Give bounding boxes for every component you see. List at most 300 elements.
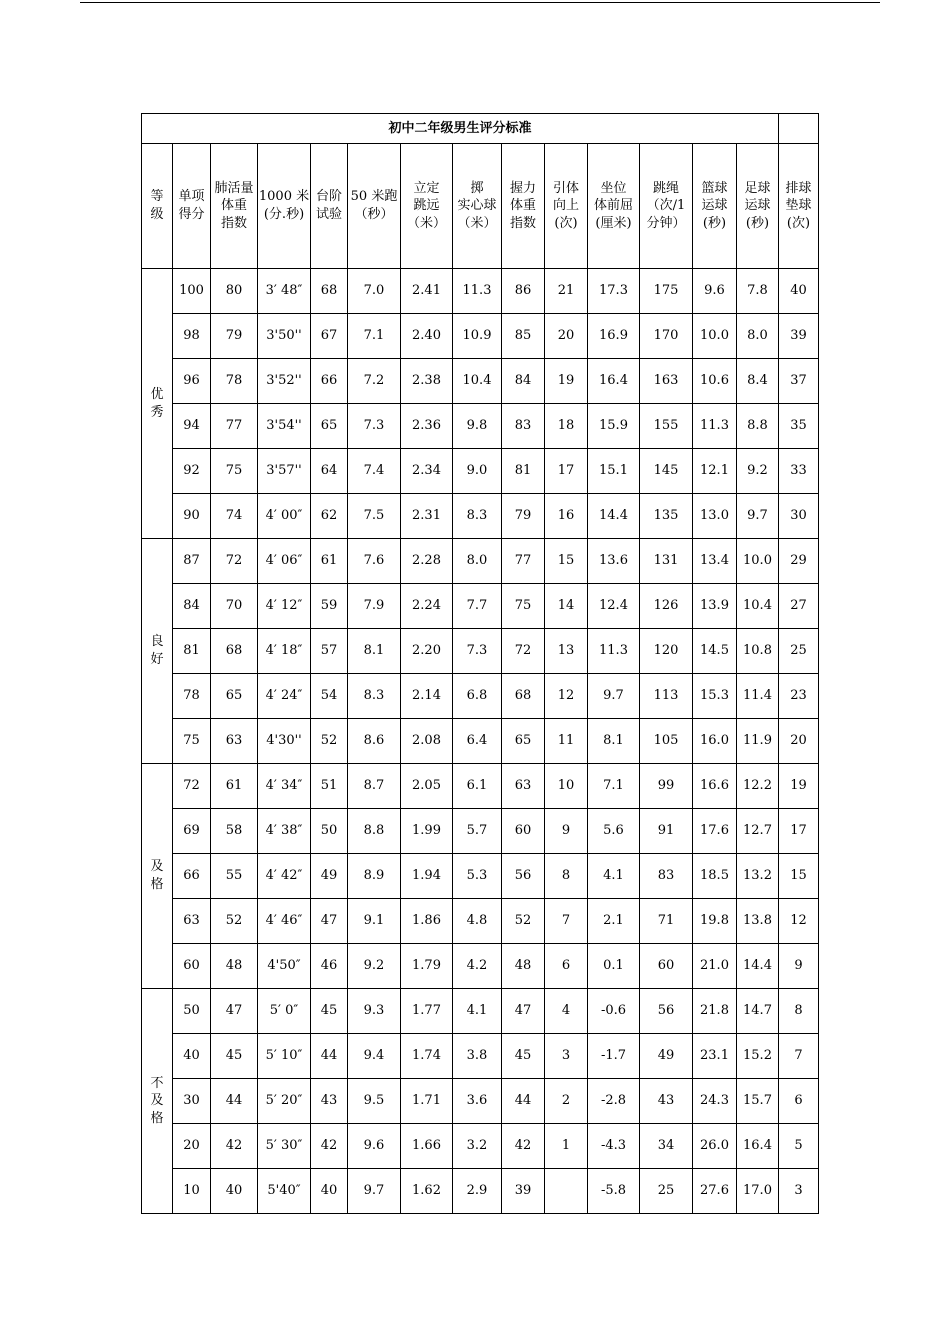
table-cell: 10 xyxy=(545,764,588,809)
table-cell: 5′ 30″ xyxy=(258,1124,311,1169)
table-cell: 5′ 10″ xyxy=(258,1034,311,1079)
table-cell: 91 xyxy=(640,809,693,854)
table-cell: 50 xyxy=(311,809,348,854)
table-cell: 52 xyxy=(311,719,348,764)
column-header-line: 运球 xyxy=(701,198,728,214)
table-cell: 21 xyxy=(545,269,588,314)
column-header-line: 跳绳 xyxy=(652,180,679,196)
table-cell: -4.3 xyxy=(588,1124,640,1169)
table-cell: 1.74 xyxy=(401,1034,453,1079)
column-header-5 xyxy=(348,144,401,269)
table-cell: 5 xyxy=(779,1124,819,1169)
table-cell: 7.2 xyxy=(348,359,401,404)
table-cell: 10.8 xyxy=(737,629,779,674)
table-cell: 4'50″ xyxy=(258,944,311,989)
table-cell: 11.9 xyxy=(737,719,779,764)
table-cell: 64 xyxy=(311,449,348,494)
table-cell: 61 xyxy=(211,764,258,809)
table-cell: 126 xyxy=(640,584,693,629)
table-row xyxy=(142,449,819,494)
table-cell: 23 xyxy=(779,674,819,719)
table-cell: 75 xyxy=(173,719,211,764)
table-cell: 3'52'' xyxy=(258,359,311,404)
table-cell: 47 xyxy=(311,899,348,944)
column-header-line: 体重 xyxy=(509,198,536,214)
table-cell: 14.7 xyxy=(737,989,779,1034)
table-cell: 163 xyxy=(640,359,693,404)
table-cell xyxy=(545,1169,588,1214)
table-cell: 9.7 xyxy=(348,1169,401,1214)
table-cell: 14.5 xyxy=(693,629,737,674)
table-cell: 55 xyxy=(211,854,258,899)
column-header-line: 指数 xyxy=(220,215,247,231)
table-cell: 25 xyxy=(779,629,819,674)
grade-char: 及 xyxy=(150,859,164,875)
table-cell: 12.4 xyxy=(588,584,640,629)
table-cell: 15.9 xyxy=(588,404,640,449)
table-cell: 30 xyxy=(779,494,819,539)
table-cell: 40 xyxy=(779,269,819,314)
column-header-line: (次) xyxy=(786,215,811,231)
column-header-line: 分钟） xyxy=(646,215,686,231)
table-cell: 6.1 xyxy=(453,764,502,809)
header-row xyxy=(142,144,819,269)
table-cell: 2.1 xyxy=(588,899,640,944)
table-cell: 4′ 34″ xyxy=(258,764,311,809)
table-cell: 4.1 xyxy=(453,989,502,1034)
column-header-4 xyxy=(311,144,348,269)
table-cell: 9.4 xyxy=(348,1034,401,1079)
column-header-11 xyxy=(640,144,693,269)
table-cell: 135 xyxy=(640,494,693,539)
table-cell: 67 xyxy=(311,314,348,359)
table-cell: 155 xyxy=(640,404,693,449)
table-cell: 74 xyxy=(211,494,258,539)
table-cell: 17 xyxy=(545,449,588,494)
column-header-line: 篮球 xyxy=(701,180,728,196)
table-cell: 19.8 xyxy=(693,899,737,944)
table-cell: 3'54'' xyxy=(258,404,311,449)
column-header-line: (秒) xyxy=(745,215,770,231)
table-cell: 78 xyxy=(173,674,211,719)
table-cell: 66 xyxy=(311,359,348,404)
table-cell: 72 xyxy=(502,629,545,674)
column-header-line: 等 xyxy=(150,189,164,205)
table-cell: 6.4 xyxy=(453,719,502,764)
table-cell: 25 xyxy=(640,1169,693,1214)
table-cell: 131 xyxy=(640,539,693,584)
table-cell: 77 xyxy=(502,539,545,584)
table-cell: 16.0 xyxy=(693,719,737,764)
table-cell: 12.1 xyxy=(693,449,737,494)
table-cell: 7.4 xyxy=(348,449,401,494)
table-cell: 4 xyxy=(545,989,588,1034)
table-cell: 39 xyxy=(502,1169,545,1214)
table-cell: 10.4 xyxy=(453,359,502,404)
table-cell: 80 xyxy=(211,269,258,314)
column-header-9 xyxy=(545,144,588,269)
table-cell: 15.7 xyxy=(737,1079,779,1124)
table-cell: 5.3 xyxy=(453,854,502,899)
table-cell: 77 xyxy=(211,404,258,449)
table-cell: 11.4 xyxy=(737,674,779,719)
table-cell: 5.6 xyxy=(588,809,640,854)
table-cell: 8.4 xyxy=(737,359,779,404)
table-cell: 8 xyxy=(545,854,588,899)
table-cell: 48 xyxy=(211,944,258,989)
table-cell: 12 xyxy=(779,899,819,944)
table-cell: 58 xyxy=(211,809,258,854)
table-cell: 4'30'' xyxy=(258,719,311,764)
table-cell: 8.7 xyxy=(348,764,401,809)
column-header-line: 体重 xyxy=(220,198,247,214)
table-cell: 7.1 xyxy=(348,314,401,359)
table-cell: 29 xyxy=(779,539,819,584)
table-cell: 2.31 xyxy=(401,494,453,539)
table-cell: 7.7 xyxy=(453,584,502,629)
table-cell: 3′ 48″ xyxy=(258,269,311,314)
table-cell: 1.62 xyxy=(401,1169,453,1214)
table-cell: 9.2 xyxy=(737,449,779,494)
table-cell: 17.6 xyxy=(693,809,737,854)
table-cell: 42 xyxy=(211,1124,258,1169)
table-cell: 10.6 xyxy=(693,359,737,404)
table-cell: 8 xyxy=(779,989,819,1034)
column-header-line: 排球 xyxy=(785,180,812,196)
table-cell: 7.1 xyxy=(588,764,640,809)
table-cell: 68 xyxy=(502,674,545,719)
table-cell: 54 xyxy=(311,674,348,719)
table-cell: 17.0 xyxy=(737,1169,779,1214)
table-cell: 60 xyxy=(173,944,211,989)
table-cell: 87 xyxy=(173,539,211,584)
table-cell: 4′ 46″ xyxy=(258,899,311,944)
table-cell: 9.7 xyxy=(737,494,779,539)
column-header-line: 实心球 xyxy=(457,198,497,214)
grade-cell xyxy=(142,764,173,989)
table-cell: 7 xyxy=(545,899,588,944)
table-cell: 2.34 xyxy=(401,449,453,494)
table-cell: 14 xyxy=(545,584,588,629)
column-header-line: 1000 米 xyxy=(258,189,310,205)
grade-char: 良 xyxy=(150,634,164,650)
title-row xyxy=(142,114,819,144)
score-standard-table xyxy=(141,113,819,1214)
table-cell: 16.9 xyxy=(588,314,640,359)
table-row xyxy=(142,1169,819,1214)
table-cell: 4′ 24″ xyxy=(258,674,311,719)
grade-char: 不 xyxy=(150,1075,164,1091)
table-cell: 10.0 xyxy=(737,539,779,584)
table-cell: 92 xyxy=(173,449,211,494)
table-cell: 40 xyxy=(173,1034,211,1079)
table-cell: 86 xyxy=(502,269,545,314)
table-row xyxy=(142,359,819,404)
table-cell: 1.71 xyxy=(401,1079,453,1124)
table-cell: 13 xyxy=(545,629,588,674)
table-cell: 9.6 xyxy=(693,269,737,314)
column-header-line: 得分 xyxy=(178,207,205,222)
column-header-13 xyxy=(737,144,779,269)
table-cell: 120 xyxy=(640,629,693,674)
table-cell: 1.77 xyxy=(401,989,453,1034)
table-row xyxy=(142,989,819,1034)
column-header-line: （米） xyxy=(457,215,497,231)
table-cell: 14.4 xyxy=(588,494,640,539)
table-cell: 175 xyxy=(640,269,693,314)
column-header-7 xyxy=(453,144,502,269)
grade-char: 格 xyxy=(150,1110,164,1126)
column-header-line: 级 xyxy=(150,207,164,222)
table-cell: -2.8 xyxy=(588,1079,640,1124)
table-title: 初中二年级男生评分标准 xyxy=(142,114,779,144)
column-header-line: (分.秒) xyxy=(263,207,305,222)
table-cell: 113 xyxy=(640,674,693,719)
table-cell: 19 xyxy=(545,359,588,404)
table-cell: 5′ 0″ xyxy=(258,989,311,1034)
column-header-8 xyxy=(502,144,545,269)
table-cell: 94 xyxy=(173,404,211,449)
grade-cell xyxy=(142,539,173,764)
table-cell: 83 xyxy=(640,854,693,899)
table-row xyxy=(142,1034,819,1079)
table-cell: 13.6 xyxy=(588,539,640,584)
table-cell: 1.79 xyxy=(401,944,453,989)
column-header-line: 试验 xyxy=(315,207,342,222)
table-cell: 1.94 xyxy=(401,854,453,899)
table-cell: 81 xyxy=(502,449,545,494)
table-cell: 20 xyxy=(545,314,588,359)
table-cell: 51 xyxy=(311,764,348,809)
table-cell: 45 xyxy=(211,1034,258,1079)
table-cell: 50 xyxy=(173,989,211,1034)
table-cell: 7.6 xyxy=(348,539,401,584)
table-cell: 79 xyxy=(211,314,258,359)
table-cell: 10 xyxy=(173,1169,211,1214)
table-cell: 40 xyxy=(211,1169,258,1214)
table-cell: 4.1 xyxy=(588,854,640,899)
table-cell: 52 xyxy=(502,899,545,944)
table-cell: 96 xyxy=(173,359,211,404)
table-cell: 79 xyxy=(502,494,545,539)
table-cell: 65 xyxy=(502,719,545,764)
table-body xyxy=(142,114,819,1214)
table-cell: 18 xyxy=(545,404,588,449)
column-header-line: 台阶 xyxy=(315,189,342,205)
table-cell: 78 xyxy=(211,359,258,404)
table-cell: 18.5 xyxy=(693,854,737,899)
table-cell: -5.8 xyxy=(588,1169,640,1214)
table-cell: 46 xyxy=(311,944,348,989)
table-cell: 8.6 xyxy=(348,719,401,764)
table-cell: 2.36 xyxy=(401,404,453,449)
table-cell: 9.7 xyxy=(588,674,640,719)
table-cell: 9.1 xyxy=(348,899,401,944)
table-cell: 90 xyxy=(173,494,211,539)
table-cell: 24.3 xyxy=(693,1079,737,1124)
table-cell: 11.3 xyxy=(693,404,737,449)
table-cell: -1.7 xyxy=(588,1034,640,1079)
column-header-line: 单项 xyxy=(178,189,205,205)
table-cell: 99 xyxy=(640,764,693,809)
table-cell: 45 xyxy=(502,1034,545,1079)
table-cell: 48 xyxy=(502,944,545,989)
column-header-6 xyxy=(401,144,453,269)
table-cell: 4′ 18″ xyxy=(258,629,311,674)
grade-cell xyxy=(142,989,173,1214)
column-header-line: 向上 xyxy=(552,198,579,214)
table-cell: 13.2 xyxy=(737,854,779,899)
table-cell: 1 xyxy=(545,1124,588,1169)
table-row xyxy=(142,314,819,359)
table-row xyxy=(142,944,819,989)
table-cell: 84 xyxy=(173,584,211,629)
table-cell: 2.05 xyxy=(401,764,453,809)
grade-char: 及 xyxy=(150,1093,164,1109)
table-cell: 39 xyxy=(779,314,819,359)
column-header-line: 引体 xyxy=(552,180,579,196)
table-cell: 15.2 xyxy=(737,1034,779,1079)
table-cell: 145 xyxy=(640,449,693,494)
table-cell: 9.3 xyxy=(348,989,401,1034)
column-header-line: （米） xyxy=(406,215,446,231)
table-cell: 9 xyxy=(545,809,588,854)
column-header-line: 坐位 xyxy=(600,180,627,196)
table-cell: 71 xyxy=(640,899,693,944)
table-cell: 12 xyxy=(545,674,588,719)
table-cell: 4.2 xyxy=(453,944,502,989)
table-cell: 42 xyxy=(311,1124,348,1169)
table-cell: 85 xyxy=(502,314,545,359)
table-cell: 60 xyxy=(502,809,545,854)
table-cell: 2.38 xyxy=(401,359,453,404)
column-header-line: 垫球 xyxy=(785,198,812,214)
table-cell: 65 xyxy=(311,404,348,449)
table-cell: 72 xyxy=(173,764,211,809)
table-cell: 8.3 xyxy=(348,674,401,719)
column-header-line: （次/1 xyxy=(646,198,686,214)
table-cell: 75 xyxy=(211,449,258,494)
table-cell: 1.86 xyxy=(401,899,453,944)
table-row xyxy=(142,539,819,584)
table-cell: 83 xyxy=(502,404,545,449)
table-cell: 68 xyxy=(311,269,348,314)
table-cell: 7 xyxy=(779,1034,819,1079)
table-cell: 60 xyxy=(640,944,693,989)
table-cell: 63 xyxy=(502,764,545,809)
table-cell: 3'50'' xyxy=(258,314,311,359)
table-cell: 3 xyxy=(779,1169,819,1214)
column-header-line: 50 米跑 xyxy=(350,189,398,205)
table-cell: 72 xyxy=(211,539,258,584)
column-header-10 xyxy=(588,144,640,269)
table-cell: 1.66 xyxy=(401,1124,453,1169)
table-cell: 59 xyxy=(311,584,348,629)
table-cell: 42 xyxy=(502,1124,545,1169)
table-row xyxy=(142,719,819,764)
table-cell: 21.0 xyxy=(693,944,737,989)
table-cell: 4′ 38″ xyxy=(258,809,311,854)
grade-cell xyxy=(142,269,173,539)
column-header-2 xyxy=(211,144,258,269)
table-cell: 7.3 xyxy=(348,404,401,449)
table-cell: 56 xyxy=(502,854,545,899)
table-cell: 6.8 xyxy=(453,674,502,719)
table-row xyxy=(142,809,819,854)
table-cell: 13.4 xyxy=(693,539,737,584)
table-cell: 3.6 xyxy=(453,1079,502,1124)
table-cell: 6 xyxy=(545,944,588,989)
table-cell: 45 xyxy=(311,989,348,1034)
table-cell: 62 xyxy=(311,494,348,539)
table-cell: 81 xyxy=(173,629,211,674)
column-header-line: 握力 xyxy=(509,180,536,196)
table-cell: 12.2 xyxy=(737,764,779,809)
table-cell: 9.5 xyxy=(348,1079,401,1124)
table-cell: 15.1 xyxy=(588,449,640,494)
grade-char: 秀 xyxy=(150,404,164,420)
table-cell: 27 xyxy=(779,584,819,629)
table-cell: 26.0 xyxy=(693,1124,737,1169)
table-cell: 2.41 xyxy=(401,269,453,314)
table-cell: 2.08 xyxy=(401,719,453,764)
column-header-line: （秒） xyxy=(354,207,394,222)
table-cell: 56 xyxy=(640,989,693,1034)
table-cell: 15.3 xyxy=(693,674,737,719)
grade-char: 格 xyxy=(150,877,164,892)
table-cell: 35 xyxy=(779,404,819,449)
table-cell: 2.14 xyxy=(401,674,453,719)
table-row xyxy=(142,269,819,314)
table-cell: 16 xyxy=(545,494,588,539)
table-cell: 4′ 00″ xyxy=(258,494,311,539)
table-cell: 7.8 xyxy=(737,269,779,314)
table-row xyxy=(142,494,819,539)
table-cell: 7.5 xyxy=(348,494,401,539)
table-cell: 75 xyxy=(502,584,545,629)
column-header-line: 跳远 xyxy=(413,198,440,214)
table-cell: 3 xyxy=(545,1034,588,1079)
table-cell: 7.0 xyxy=(348,269,401,314)
table-cell: 7.9 xyxy=(348,584,401,629)
table-cell: 11 xyxy=(545,719,588,764)
table-cell: 9.8 xyxy=(453,404,502,449)
table-row xyxy=(142,1079,819,1124)
table-row xyxy=(142,584,819,629)
title-empty-cell xyxy=(779,114,819,144)
table-cell: 30 xyxy=(173,1079,211,1124)
table-cell: 4.8 xyxy=(453,899,502,944)
table-cell: 68 xyxy=(211,629,258,674)
column-header-line: 立定 xyxy=(413,180,440,196)
table-cell: 27.6 xyxy=(693,1169,737,1214)
table-cell: 9.2 xyxy=(348,944,401,989)
table-cell: 9.0 xyxy=(453,449,502,494)
table-cell: 40 xyxy=(311,1169,348,1214)
column-header-12 xyxy=(693,144,737,269)
table-cell: 10.4 xyxy=(737,584,779,629)
table-cell: 43 xyxy=(640,1079,693,1124)
table-cell: 2.9 xyxy=(453,1169,502,1214)
table-row xyxy=(142,629,819,674)
table-cell: 98 xyxy=(173,314,211,359)
table-cell: 8.8 xyxy=(348,809,401,854)
table-cell: 4′ 12″ xyxy=(258,584,311,629)
table-row xyxy=(142,674,819,719)
table-cell: 16.6 xyxy=(693,764,737,809)
table-cell: 13.9 xyxy=(693,584,737,629)
table-row xyxy=(142,854,819,899)
